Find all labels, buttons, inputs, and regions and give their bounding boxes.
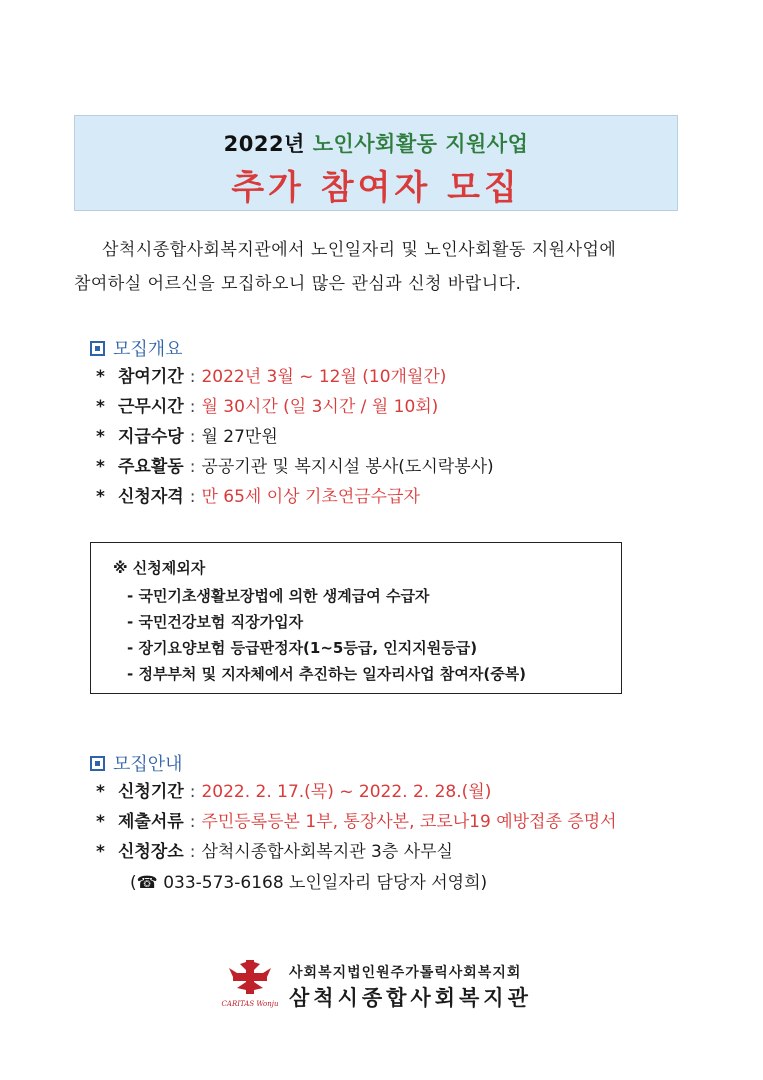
item-label: 참여기간 [118,367,184,387]
logo-caption: CARITAS Wonju [221,1000,279,1008]
exclusion-item: - 장기요양보험 등급판정자(1~5등급, 인지지원등급) [127,639,478,657]
item-label: 신청장소 [118,842,184,862]
exclusion-item: - 정부부처 및 지자체에서 추진하는 일자리사업 참여자(중복) [127,665,527,683]
overview-item-hours: * 근무시간 : 월 30시간 (일 3시간 / 월 10회) [96,392,494,422]
exclusion-item: - 국민기초생활보장법에 의한 생계급여 수급자 [127,587,430,605]
section-guide-label: 모집안내 [113,754,183,775]
bullet-star-icon: * [96,487,105,507]
page-title: 추가 참여자 모집 [231,168,521,208]
title-banner [74,115,678,211]
exclusion-item: - 국민건강보험 직장가입자 [127,613,304,631]
title-program: 노인사회활동 지원사업 [312,132,529,156]
item-label: 주요활동 [118,457,184,477]
item-value: 월 27만원 [201,427,278,447]
guide-item-period: * 신청기간 : 2022. 2. 17.(목) ~ 2022. 2. 28.(월) [96,777,617,807]
title-subheading [75,128,677,158]
item-label: 신청자격 [118,487,184,507]
overview-list [96,362,494,512]
bullet-star-icon: * [96,782,105,802]
bullet-star-icon: * [96,457,105,477]
overview-item-eligibility: * 신청자격 : 만 65세 이상 기초연금수급자 [96,482,494,512]
overview-item-allowance: * 지급수당 : 월 27만원 [96,422,494,452]
guide-item-documents: * 제출서류 : 주민등록등본 1부, 통장사본, 코로나19 예방접종 증명서 [96,807,617,837]
org-parent-name: 사회복지법인원주가톨릭사회복지회 [289,965,522,981]
item-label: 제출서류 [118,812,184,832]
exclusion-box [90,542,622,694]
caritas-logo-icon [215,958,285,1010]
item-value: 만 65세 이상 기초연금수급자 [201,487,420,507]
title-year: 2022년 [223,132,305,156]
bullet-star-icon: * [96,427,105,447]
item-value: 월 30시간 (일 3시간 / 월 10회) [201,397,439,417]
intro-paragraph [74,233,694,301]
intro-line-2: 참여하실 어르신을 모집하오니 많은 관심과 신청 바랍니다. [74,274,522,294]
item-value: 공공기관 및 복지시설 봉사(도시락봉사) [201,457,494,477]
org-name: 삼척시종합사회복지관 [289,986,532,1010]
section-overview-heading [90,335,183,361]
exclusion-heading: ※ 신청제외자 [113,559,206,577]
bullet-star-icon: * [96,367,105,387]
item-label: 지급수당 [118,427,184,447]
overview-item-activity: * 주요활동 : 공공기관 및 복지시설 봉사(도시락봉사) [96,452,494,482]
item-value: 주민등록등본 1부, 통장사본, 코로나19 예방접종 증명서 [201,812,617,832]
section-guide-heading [90,750,183,776]
overview-item-period: * 참여기간 : 2022년 3월 ~ 12월 (10개월간) [96,362,494,392]
item-label: 근무시간 [118,397,184,417]
guide-item-location: * 신청장소 : 삼척시종합사회복지관 3층 사무실 [96,837,617,867]
checkbox-square-icon [90,341,105,356]
checkbox-square-icon [90,756,105,771]
item-value: 2022. 2. 17.(목) ~ 2022. 2. 28.(월) [201,782,492,802]
bullet-star-icon: * [96,842,105,862]
item-label: 신청기간 [118,782,184,802]
intro-line-1: 삼척시종합사회복지관에서 노인일자리 및 노인사회활동 지원사업에 [102,240,617,260]
section-overview-label: 모집개요 [113,339,183,360]
guide-list [96,777,617,867]
item-value: 2022년 3월 ~ 12월 (10개월간) [201,367,447,387]
item-value: 삼척시종합사회복지관 3층 사무실 [201,842,453,862]
bullet-star-icon: * [96,397,105,417]
bullet-star-icon: * [96,812,105,832]
contact-info: (☎ 033-573-6168 노인일자리 담당자 서영희) [130,873,488,893]
